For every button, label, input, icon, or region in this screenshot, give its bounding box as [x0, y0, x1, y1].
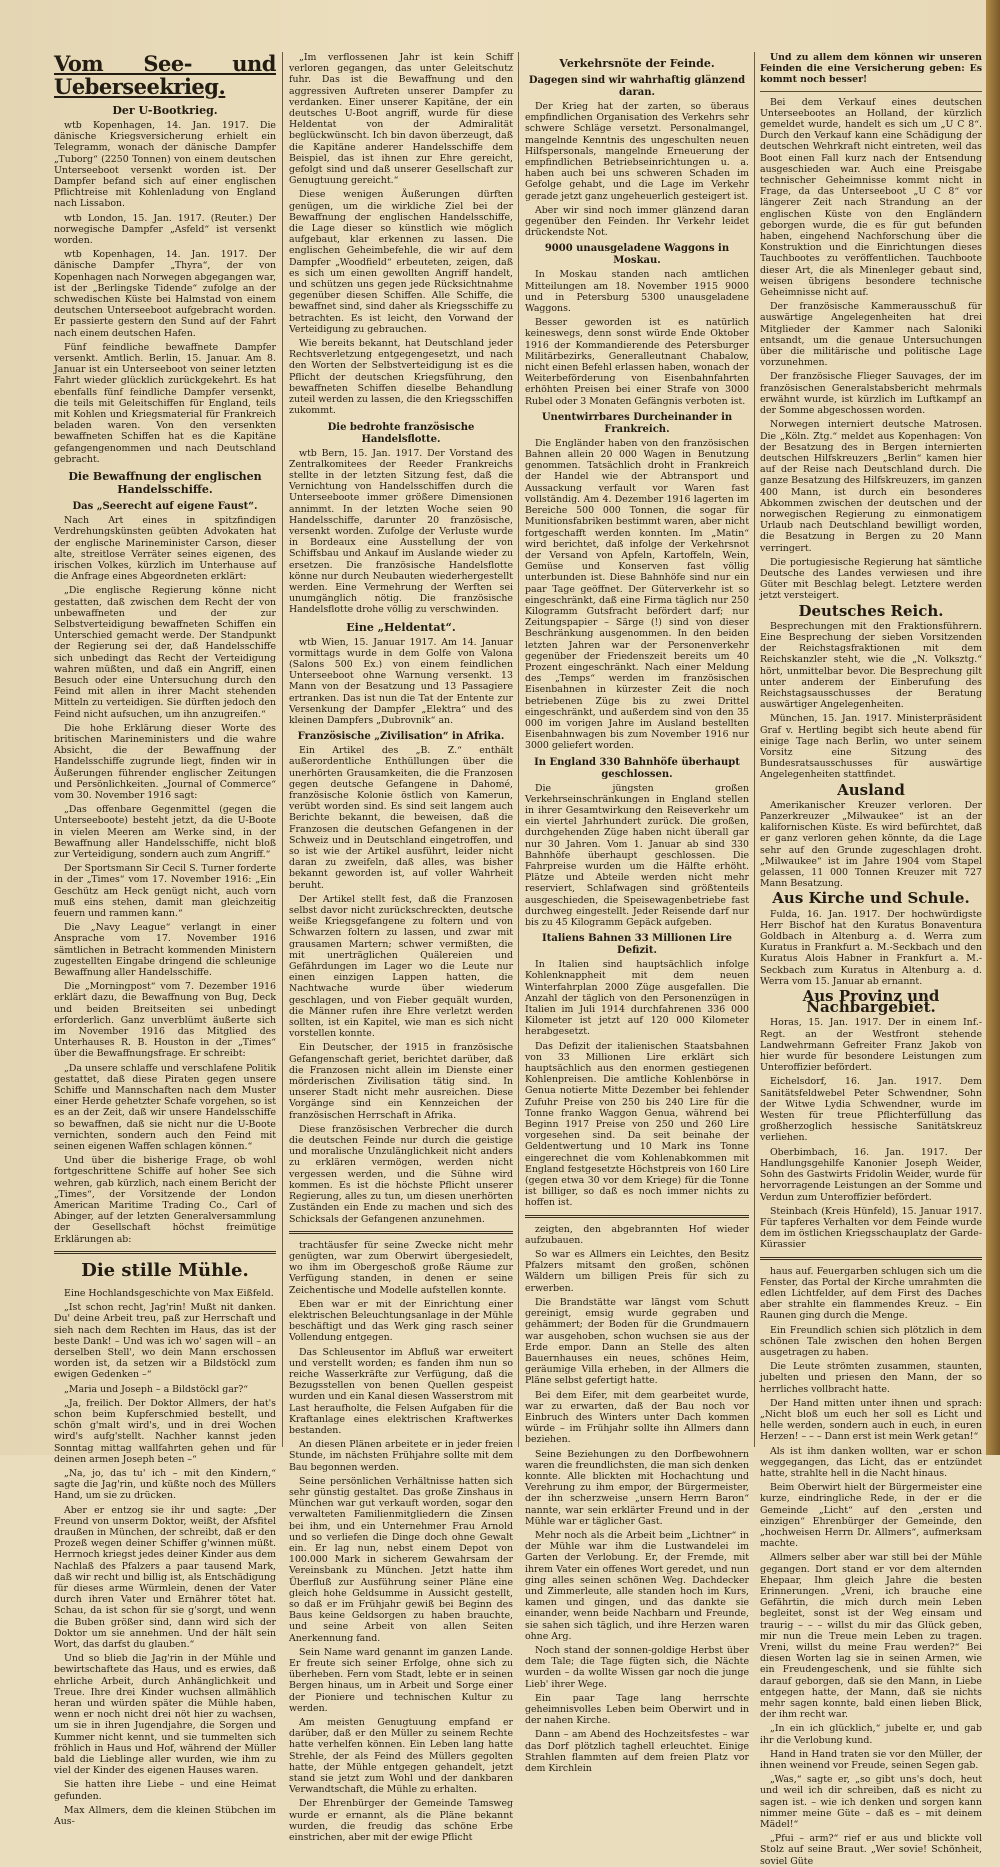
paragraph: Hand in Hand traten sie vor den Müller, der ihnen weinend vor Freude, seinen Segen gab.	[760, 1748, 982, 1772]
paragraph: Der französische Kammerausschuß für auswärtige Angelegenheiten hat drei Mitglieder der Kammer nach Saloniki entsandt, um die genaue Untersuchungen über die militärische und politische Lage vorzunehmen.	[760, 301, 982, 369]
paragraph: Bei dem Eifer, mit dem gearbeitet wurde, war zu erwarten, daß der Bau noch vor Einbruch des Winters unter Dach kommen würde – im Frühjahr sollte ihn Allmers dann beziehen.	[525, 1389, 749, 1446]
section-heading: Ausland	[837, 780, 905, 799]
section-masthead: Vom See- und Ueberseekrieg.	[54, 51, 276, 99]
article-body	[289, 448, 513, 616]
paragraph: Eben war er mit der Einrichtung einer elektrischen Beleuchtungsanlage in der Mühle beschäftigt und das Werk ging rasch seiner Vollendung entgegen.	[289, 1298, 513, 1344]
paragraph: Fünf feindliche bewaffnete Dampfer versenkt. Amtlich. Berlin, 15. Januar. Am 8. Januar ist ein Unterseeboot von seiner letzten Fahrt wieder glücklich zurückgekehrt. Es hat ebenfalls fünf feindliche Dampfer versenkt, die teils mit Geleitschiffen für England, teils mit Kohlen und Kriegsmaterial für Frankreich beladen waren. Von den versenkten bewaffneten Schiffen hat es die Kapitäne gefangengenommen und nach Deutschland gebracht.	[54, 341, 276, 465]
feuilleton-divider	[525, 1215, 749, 1218]
column-4	[760, 52, 983, 1867]
paragraph: Oberbimbach, 16. Jan. 1917. Der Handlungsgehilfe Kanonier Joseph Weider, Sohn des Gastwirts Fridolin Weider, wurde für hervorragende Leistungen an der Somme und Verdun zum Unteroffizier befördert.	[760, 1146, 982, 1203]
article-body	[289, 637, 513, 727]
paragraph: Sein Name ward genannt im ganzen Lande. Er freute sich seiner Erfolge, ohne sich zu überheben. Fern vom Stadt, lebte er in seinen Bergen hinaus, um in Arbeit und Sorge einer der Pioniere und technischen Kultur zu werden.	[289, 1646, 513, 1714]
paragraph: Ein paar Tage lang herrschte geheimnisvolles Leben beim Oberwirt und in der nahen Kirche.	[525, 1692, 749, 1727]
paragraph: Dann – am Abend des Hochzeitsfestes – war das Dorf plötzlich taghell erleuchtet. Einige Strahlen flammten auf dem freien Platz vor dem Kirchlein	[525, 1729, 749, 1775]
article-heading: Der U-Bootkrieg.	[112, 104, 218, 117]
column-3	[525, 52, 749, 1775]
story-body	[760, 1266, 982, 1867]
paragraph: Die Brandstätte war längst vom Schutt gereinigt, emsig wurde gegraben und gehämmert; der Boden für die Grundmauern war ausgehoben, schon wuchsen sie aus der Erde empor. Dann an Stelle des alten Bauernhauses ein neues, schönes Heim, geräumige Villa erheben, in der Allmers die Pläne selbst gefertigt hatte.	[525, 1296, 749, 1387]
paragraph: Das Defizit der italienischen Staatsbahnen von 33 Millionen Lire erklärt sich hauptsächlich aus den enormen gestiegenen Kohlenpreisen. Die amtliche Kohlenbörse in Genua notierte Mitte Dezember bei fehlender Zufuhr Preise von 250 bis 240 Lire für die Tonne franko Waggon Genua, während bei Beginn 1917 Preise von 250 und 260 Lire vorgesehen sind. Da seit beinahe der Geldentwertung und 10 Mark ins Tonne eingerechnet die vom Kohlenabkommen mit England festgesetzte Höchstpreis von 160 Lire (gegen etwa 30 vor dem Kriege) für die Tonne ist billiger, so daß es noch immer nichts zu hoffen ist.	[525, 1040, 749, 1209]
article-body	[760, 909, 982, 987]
paragraph: Nach Art eines in spitzfindigen Verdrehungskünsten geübten Advokaten hat der englische Marineminister Carson, dieser alte, streitlose Verräter seines eigenen, des irischen Volkes, kürzlich im Unterhause auf die Anfrage eines Abgeordneten erklärt:	[54, 515, 276, 583]
paragraph: Die Engländer haben von den französischen Bahnen allein 20 000 Wagen in Benutzung genommen. Tatsächlich droht in Frankreich der Handel wie der Abtransport und Aussackung verfault vor Waren fast vollständig. Am 4. Dezember 1916 lagerten im Bereiche 500 000 Tonnen, die sogar für Munitionsfabriken bestimmt waren, aber nicht fortgeschafft werden konnten. Im „Matin“ wird berichtet, daß infolge der Verkehrsnot der Versand von Apfeln, Kartoffeln, Wein, Gemüse und Konserven fast völlig unterbunden ist. Diese Bahnhöfe sind nur ein paar Tage geöffnet. Der Güterverkehr ist so eingeschränkt, daß eine Firma täglich nur 250 Kilogramm Gutsfracht befördert darf; nur Zeitungspapier – Särge (!) sind von dieser Beschränkung ausgenommen. In den beiden letzten Jahren war der Personenverkehr gegenüber der Friedenszeit bereits um 40 Prozent eingeschränkt. Nach einer Meldung des „Temps“ werden im französischen Eisenbahnen in kürzester Zeit die noch betriebenen Züge bis zu zwei Drittel eingeschränkt, und außerdem sind von den 35 000 im vorigen Jahre im Ausland bestellten Eisenbahnwagen bis zum November 1916 nur 3000 geliefert worden.	[525, 437, 749, 752]
paragraph: Der Sportsmann Sir Cecil S. Turner forderte in der „Times“ vom 17. November 1916: „Ein Geschütz am Heck genügt nicht, auch vorn muß eins stehen, damit man gleichzeitig feuern und rammen kann.“	[54, 863, 276, 919]
paragraph: Ein Deutscher, der 1915 in französische Gefangenschaft geriet, berichtet darüber, daß die Franzosen nicht allein im Dienste einer mörderischen Zivilisation tätig sind. In unserer Stadt nicht mehr ausreichen. Diese Vorgänge sind ein Kennzeichen der französischen Herrschaft in Afrika.	[289, 1042, 513, 1121]
paragraph: Allmers selber aber war still bei der Mühle gegangen. Dort stand er vor dem alternden Ehepaar, Ihm gleich Jahre die besten Erinnerungen. „Vreni, ich brauche eine Gefährtin, die mich durch mein Leben begleitet, sonst ist der Weg einsam und traurig – – – willst du mir das Glück geben, mir nun die Treue mein Leben zu tragen. Vreni, willst du meine Frau werden?“ Bei diesen Worten lag sie in seinen Armen, wie ein Freudengeschenk, und sie fühlte sich darauf geborgen, daß sie den Mann, in Liebe entgegen hatte, der Mann, daß sie nichts mehr sagen konnte, bald einen lieben Blick, der ihm recht war.	[760, 1552, 982, 1721]
paragraph: Fulda, 16. Jan. 1917. Der hochwürdigste Herr Bischof hat den Kuratus Bonaventura Goldbach in Altenburg a. d. Werra zum Kuratus in Frankfurt a. M.-Seckbach und den Kuratus Alois Habner in Frankfurt a. M.-Seckbach zum Kuratus in Altenburg a. d. Werra vom 15. Januar ab ernannt.	[760, 908, 982, 987]
article-body	[760, 97, 982, 602]
article-body	[525, 101, 749, 238]
article-heading: Verkehrsnöte der Feinde.	[559, 57, 715, 70]
article-body	[525, 783, 749, 929]
article-body	[289, 52, 513, 417]
paragraph: Aber er entzog sie ihr und sagte: „Der Freund von unserm Doktor, weißt, der Afsfitel draußen in München, der schreibt, daß er den Prozeß wegen deiner Schiffer g'winnen müßt. Herrnoch kriegst jedes deiner Kinder aus dem Nachlaß des Pfalzers a paar tausend Mark, daß wir recht und billig ist, als Entschädigung für dieses arme Würmlein, denen der Vater durch ihren Vater und Ernährer tötet hat. Schau, da ist schon für sie g'sorgt, und wenn die Buben größer sind, dann wird sich der Doktor um sie annehmen. Und der hält sein Wort, das darfst du glauben.“	[54, 1504, 276, 1650]
paragraph: Bei dem Verkauf eines deutschen Unterseebootes an Holland, der kürzlich gemeldet wurde, handelt es sich um „U C 8“. Durch den Verkauf kann eine Schädigung der deutschen Wehrkraft nicht eintreten, weil das Boot einen Fall kurz nach der Entsendung ausgeschieden war. Auch eine Preisgabe technischer Geheimnisse kommt nicht in Frage, da das Unterseeboot „U C 8“ vor längerer Zeit nach Strandung an der englischen Küste von den Engländern geborgen wurde, die es für gut befunden haben, eingehend Nachforschung über die Konstruktion und die Einrichtungen dieses Tauchbootes zu veröffentlichen. Tauchboote dieser Art, die als Minenleger gebaut sind, weisen übrigens besondere technische Geheimnisse nicht auf.	[760, 96, 982, 299]
paragraph: Aber wir sind noch immer glänzend daran gegenüber den Feinden. Ihr Verkehr leidet drückendste Not.	[525, 204, 749, 239]
paragraph: Das Schleusentor im Abfluß war erweitert und verstellt worden; es fanden ihm nun so reiche Wasserkräfte zur Verfügung, daß die Bezugsstellen von benen Quellen gespeist wurden und ein Kanal diesen Wasserstrom mit Last heraufholte, die Felsen Aufgaben für die Kraftanlage eines elektrischen Kraftwerkes bestanden.	[289, 1346, 513, 1436]
article-body	[760, 1017, 982, 1250]
paragraph: In Moskau standen nach amtlichen Mitteilungen am 18. November 1915 9000 und in Petersburg 5300 unausgeladene Waggons.	[525, 269, 749, 315]
paragraph: „Das offenbare Gegenmittel (gegen die Unterseeboote) besteht jetzt, da die U-Boote in vielen Meeren am Werke sind, in der Bewaffnung aller Handelsschiffe, nicht bloß zur Verteidigung, sondern auch zum Angriff.“	[54, 804, 276, 860]
paragraph: Ein Freundlich schien sich plötzlich in dem schönen Tale zwischen den hohen Bergen ausgetragen zu haben.	[760, 1324, 982, 1358]
article-body	[54, 515, 276, 1245]
article-body	[760, 52, 982, 86]
article-body	[760, 621, 982, 781]
paragraph: Ein Artikel des „B. Z.“ enthält außerordentliche Enthüllungen über die unerhörten Grausamkeiten, die die Franzosen gegen deutsche Gefangene in Dahomé, französische Kolonie östlich von Kamerun, verübt worden sind. Es sind seit langem auch Berichte bekannt, die beweisen, daß die Franzosen die deutschen Gefangenen in der Schweiz und in Deutschland eingetroffen, und so ist wie der Artikel ausführt, leider nicht daran zu zweifeln, daß alles, was bisher bekannt geworden ist, auf voller Wahrheit beruht.	[289, 745, 513, 891]
story-body	[54, 1302, 276, 1827]
section-heading: Deutsches Reich.	[798, 601, 944, 620]
paragraph: „Was,“ sagte er, „so gibt uns's doch, heut und weil ich dir schreiben, daß es nicht zu sagen ist. – wie ich denken und sorgen kann nimmer meine Güte – daß es – mit deinem Mädel!“	[760, 1774, 982, 1831]
paragraph: In Italien sind hauptsächlich infolge Kohlenknappheit mit dem neuen Winterfahrplan 2000 Züge ausgefallen. Die Anzahl der täglich von den Personenzügen in Italien im Juli 1914 durchfahrenen 336 000 Kilometer ist jetzt auf 120 000 Kilometer herabgesetzt.	[525, 959, 749, 1038]
paragraph: „Ja, freilich. Der Doktor Allmers, der hat's schon beim Kupferschmied bestellt, und schön g'malt wird's, und in drei Wochen wird's aufg'stellt. Nachher kannst jeden Sonntag mittag wallfahrten gehen und für deinen armen Joseph beten –“	[54, 1397, 276, 1465]
paragraph: „Na, jo, das tu' ich – mit den Kindern,“ sagte die Jag'rin, und küßte noch des Müllers Hand, um sie zu drücken.	[54, 1467, 276, 1502]
article-heading: Unentwirrbares Durcheinander in Frankreich.	[541, 411, 733, 435]
paragraph: Und über die bisherige Frage, ob wohl fortgeschrittene Schiffe auf hoher See sich wehren, gab kürzlich, nach einem Bericht der „Times“, der Vorsitzende der London American Maritime Trading Co., Carl of Abinger, auf der letzten Generalversammlung der Gesellschaft höchst freimütige Erklärungen ab:	[54, 1155, 276, 1245]
paragraph: „Da unsere schlaffe und verschlafene Politik gestattet, daß diese Piraten gegen unsere Schiffe und Mannschaften nach dem Muster einer Herde gehetzter Schafe vorgehen, so ist es an der Zeit, daß wir unsere Handelsschiffe so bewaffnen, daß sie nicht nur die U-Boote vernichten, sondern auch den Feind mit seinen eigenen Waffen schlagen können.“	[54, 1062, 276, 1153]
page-binding-edge	[986, 0, 1000, 1455]
story-title: Die stille Mühle.	[81, 1259, 249, 1281]
column-1	[54, 51, 276, 1828]
paragraph: Eichelsdorf, 16. Jan. 1917. Dem Sanitätsfeldwebel Peter Schwendner, Sohn der Witwe Lydia Schwendner, wurde im Westen für treue Pflichterfüllung das großherzoglich hessische Sanitätskreuz verliehen.	[760, 1076, 982, 1144]
paragraph: Der Artikel stellt fest, daß die Franzosen selbst davor nicht zurückschreckten, deutsche weiße Kriegsgefangene zu foltern und von Schwarzen foltern zu lassen, und zwar mit grausamen Martern; schwer vermißten, die mit unerträglichen Quälereien und Gefährdungen im Lager wo die Leute nur einen einzigen Lappen hatten, die Nachtwache wurde über wiederum geschlagen, und von Fieber gequält wurden, die Männer rufen ihre Ehre verletzt werden sollten, ist ein Kapitel, wie man es sich nicht vorstellen konnte.	[289, 893, 513, 1040]
feuilleton-divider	[289, 1231, 513, 1234]
paragraph: So war es Allmers ein Leichtes, den Besitz Pfalzers mitsamt den großen, schönen Wäldern um billigen Preis für sich zu erwerben.	[525, 1249, 749, 1294]
article-subheading: Dagegen sind wir wahrhaftig glänzend daran.	[528, 75, 746, 98]
article-body	[760, 800, 982, 890]
column-divider	[754, 52, 755, 1447]
paragraph: Sie hatten ihre Liebe – und eine Heimat gefunden.	[54, 1779, 276, 1802]
paragraph: Am meisten Genugtuung empfand er darüber, daß er den Müller zu seinem Rechte hatte verhelfen können. Ein Leben lang hatte Strehle, der als Feind des Müllers gegolten hatte, der Mühle entgegen gehandelt, jetzt stand sie jetzt zum Wohl und der dankbaren Verwandtschaft, die Mühle zu erhalten.	[289, 1717, 513, 1796]
paragraph: „Maria und Joseph – a Bildstöckl gar?“	[64, 1383, 249, 1395]
paragraph: München, 15. Jan. 1917. Ministerpräsident Graf v. Hertling begibt sich heute abend für einige Tage nach Berlin, wo unter seinem Vorsitz eine Sitzung des Bundesratsausschusses für auswärtige Angelegenheiten stattfindet.	[760, 713, 982, 781]
article-heading: Eine „Heldentat“.	[346, 620, 456, 634]
paragraph: Die Leute strömten zusammen, staunten, jubelten und priesen den Mann, der so herrliches vollbracht hatte.	[760, 1361, 982, 1395]
paragraph: Seine persönlichen Verhältnisse hatten sich sehr günstig gestaltet. Das große Zinshaus in München war gut verkauft worden, sogar den verwalteten Familienmitgliedern die Zinsen bei ihm, und ein Unternehmer Frau Arnold und so verliefen die Dinge doch ohne Gewalt ein. Er lag nun, nebst einem Depot von 100.000 Mark in sicherem Gewahrsam der Vereinsbank zu München. Jetzt hatte ihm Überfluß zur Ausführung seiner Pläne eine gleich hohe Geldsumme in Aussicht gestellt, so daß er im Frühjahr gewiß bei Beginn des Baus keine Geldsorgen zu haben brauchte, und seine Arbeit von allen Seiten Anerkennung fand.	[289, 1475, 513, 1644]
paragraph: zeigten, den abgebrannten Hof wieder aufzubauen.	[525, 1223, 749, 1246]
paragraph: Wie bereits bekannt, hat Deutschland jeder Rechtsverletzung entgegengesetzt, und nach den Worten der Selbstverteidigung ist es die Pflicht der deutschen Kriegsführung, den bewaffneten Schiffen dieselbe Behandlung zuteil werden zu lassen, die den Kriegsschiffen zukommt.	[289, 338, 513, 417]
paragraph: wtb Kopenhagen, 14. Jan. 1917. Die dänische Kriegsversicherung erhielt ein Telegramm, wonach der dänische Dampfer „Tuborg“ (2250 Tonnen) von einem deutschen Unterseeboot versenkt worden ist. Der Dampfer befand sich auf einer englischen Pflichtreise mit Kohlenladung von England nach Lissabon.	[54, 120, 276, 210]
paragraph: Mehr noch als die Arbeit beim „Lichtner“ in der Mühle war ihm die Lustwandelei im Garten der Verlobung. Er, der Fremde, mit ihrem Vater ein offenes Wort geredet, und nun ging alles seinen schönen Weg. Dachdecker und Zimmerleute, alle standen hoch im Kurs, kamen und gingen, und das dankte sie einander, wenn beide Nachbarn und Freunde, sie sahen sich täglich, und ihre Herzen waren ohne Arg.	[525, 1529, 749, 1642]
article-body	[525, 269, 749, 406]
column-2	[289, 52, 513, 1844]
paragraph: Beim Oberwirt hielt der Bürgermeister eine kurze, eindringliche Rede, in der er die Gemeinde „Licht“ auf den „ersten und einzigen“ Ehrenbürger der Gemeinde, den „hochweisen Herrn Dr. Allmers“, aufmerksam machte.	[760, 1482, 982, 1550]
paragraph: Seine Beziehungen zu den Dorfbewohnern waren die freundlichsten, die man sich denken konnte. Alle blickten mit Hochachtung und Verehrung zu ihm empor, der Bürgermeister, der ihn scherzweise „unsern Herrn Baron“ nannte, war sein erklärter Freund und in der Mühle war er täglicher Gast.	[525, 1448, 749, 1527]
paragraph: Der Hand mitten unter ihnen und sprach: „Nicht bloß um euch her soll es Licht und helle werden, sondern auch in euch, in euren Herzen! – – – Dann erst ist mein Werk getan!“	[760, 1397, 982, 1443]
article-heading: Französische „Zivilisation“ in Afrika.	[297, 731, 505, 743]
feuilleton-divider	[54, 1251, 276, 1254]
article-heading: Die bedrohte französische Handelsflotte.	[327, 421, 475, 445]
paragraph: Als ist ihm danken wollten, war er schon weggegangen, das Licht, das er entzündet hatte, strahlte hell in die Nacht hinaus.	[760, 1445, 982, 1479]
paragraph: wtb London, 15. Jan. 1917. (Reuter.) Der norwegische Dampfer „Asfeld“ ist versenkt worden.	[54, 212, 276, 247]
story-body	[525, 1224, 749, 1775]
article-body	[525, 959, 749, 1208]
paragraph: Die portugiesische Regierung hat sämtliche Deutsche des Landes verwiesen und ihre Güter mit Beschlag belegt. Letztere werden jetzt versteigert.	[760, 556, 982, 602]
article-heading: Italiens Bahnen 33 Millionen Lire Defizit.	[542, 933, 732, 957]
paragraph: Max Allmers, dem die kleinen Stübchen im Aus-	[54, 1804, 276, 1828]
paragraph: Die hohe Erklärung dieser Worte des britischen Marineministers und die wahre Absicht, die der Bewaffnung der Handelsschiffe zugrunde liegt, finden wir in Äußerungen führender englischer Zeitungen und Persönlichkeiten. „Journal of Commerce“ vom 30. November 1916 sagt:	[54, 722, 276, 801]
column-divider	[282, 52, 283, 1447]
article-body	[54, 120, 276, 465]
article-body	[289, 745, 513, 1225]
paragraph: wtb Kopenhagen, 14. Jan. 1917. Der dänische Dampfer „Thyra“, der von Kopenhagen nach Norwegen abgegangen war, ist der „Berlingske Tidende“ zufolge an der schwedischen Küste bei Halmstad von einem deutschen Unterseeboot aufgebracht worden. Er passierte gestern den Sund auf der Fahrt nach einem deutschen Hafen.	[54, 249, 276, 339]
article-heading: In England 330 Bahnhöfe überhaupt geschlossen.	[534, 756, 740, 780]
paragraph: Besprechungen mit den Fraktionsführern. Eine Besprechung der sieben Vorsitzenden der Reichstagsfraktionen mit dem Reichskanzler steht, wie die „N. Volksztg.“ hört, unmittelbar bevor. Die Besprechung gilt unter anderem der Einberufung des Reichstagsausschusses der Beratung auswärtiger Angelegenheiten.	[760, 620, 982, 711]
article-heading: Die Bewaffnung der englischen Handelsschiffe.	[68, 470, 262, 497]
section-heading: Aus Provinz und Nachbargebiet.	[802, 987, 940, 1017]
paragraph: Der Krieg hat der zarten, so überaus empfindlichen Organisation des Verkehrs sehr schwere Schläge versetzt. Personalmangel, mangelnde Kenntnis des ungeschulten neuen Hilfspersonals, mangelnde Erneuerung der empfindlichen Betriebseinrichtungen u. a. haben auch bei uns schweren Schaden im Gefolge gehabt, und die Lage im Verkehr gerade jetzt ganz ungeheuerlich gesteigert ist.	[525, 101, 749, 202]
paragraph: Die jüngsten großen Verkehrseinschränkungen in England stellen in ihrer Gesamtwirkung den Reiseverkehr um ein viertel Jahrhundert zurück. Die großen, durchgehenden Züge haben nicht überall gar nur 30 Jahren. Vom 1. Januar ab sind 330 Bahnhöfe überhaupt geschlossen. Die Fahrpreise wurden um die Hälfte erhöht. Plätze und Abteile werden nicht mehr reserviert, Schlafwagen sind größtenteils ausgeschieden, die Speisewagenbetriebe fast durchweg eingestellt. Jeder Reisende darf nur bis zu 45 Kilogramm Gepäck aufgeben.	[525, 782, 749, 928]
paragraph: „In ein ich glücklich,“ jubelte er, und gab ihr die Verlobung kund.	[760, 1723, 982, 1746]
paragraph: Die „Morningpost“ vom 7. Dezember 1916 erklärt dazu, die Bewaffnung von Bug, Deck und beiden Breitseiten sei unbedingt erforderlich. Ganz unverblümt äußerte sich im November 1916 das Mitglied des Unterhauses R. B. Houston in der „Times“ über die Bewaffnungsfrage. Er schreibt:	[54, 981, 276, 1060]
story-body	[289, 1240, 513, 1844]
paragraph: haus auf. Feuergarben schlugen sich um die Fenster, das Portal der Kirche umrahmten die edlen Lichtfelder, auf dem First des Daches aber strahlte ein flammendes Kreuz. – Ein Raunen ging durch die Menge.	[760, 1265, 982, 1322]
paragraph: Diese französischen Verbrecher die durch die deutschen Feinde nur durch die geistige und moralische Unzulänglichkeit nicht anders zu erklären vermögen, werden nicht vergessen werden, und die Sühne wird kommen. Es ist die höchste Pflicht unserer Regierung, alles zu tun, um diesen unerhörten Zuständen ein Ende zu machen und sich des Schicksals der Gefangenen anzunehmen.	[289, 1123, 513, 1225]
paragraph: „Die englische Regierung könne nicht gestatten, daß zwischen dem Recht der von unbewaffneten und der zur Selbstverteidigung bewaffneten Schiffen ein Unterschied gemacht werde. Der Standpunkt der Regierung sei der, daß Handelsschiffe sich unbedingt das Recht der Verteidigung wahren müßten, und daß ein Angriff, einen Besuch oder eine Untersuchung durch den Feind mit allen in ihrer Macht stehenden Mitteln zu verteidigen. Sie dürften jedoch den Feind nicht aufsuchen, um ihn anzugreifen.“	[54, 585, 276, 720]
paragraph: Und zu allem dem können wir unseren Feinden die eine Versicherung geben: Es kommt noch besser!	[760, 52, 982, 86]
paragraph: Noch stand der sonnen-goldige Herbst über dem Tale; die Tage fügten sich, die Nächte wurden – da wollte Wissen gar noch die junge Lieb' ihrer Wege.	[525, 1644, 749, 1690]
paragraph: Diese wenigen Äußerungen dürften genügen, um die wirkliche Ziel bei der Bewaffnung der englischen Handelsschiffe, die Lage dieser so künstlich wie möglich aufgebaut, klar erkennen zu lassen. Die englischen Geheimbefehle, die wir auf dem Dampfer „Woodfield“ erbeuteten, zeigen, daß es sich um einen gewollten Angriff handelt, und schützen uns gegen jede Rücksichtnahme gegenüber diesen Schiffen. Alle Schiffe, die bewaffnet sind, sind daher als Kriegsschiffe zu betrachten. Es ist leicht, den Vorwand der Verteidigung zu gebrauchen.	[289, 189, 513, 335]
paragraph: An diesen Plänen arbeitete er in jeder freien Stunde, im nächsten Frühjahre sollte mit dem Bau begonnen werden.	[289, 1439, 513, 1473]
paragraph: „Pfui – arm?“ rief er aus und blickte voll Stolz auf seine Braut. „Wer sovie! Schönheit, soviel Güte	[760, 1833, 982, 1867]
paragraph: trachtäusfer für seine Zwecke nicht mehr genügten, war zum Oberwirt übergesiedelt, wo ihm im Obergeschoß große Räume zur Verfügung standen, in denen er seine Zeichentische und Modelle aufstellen konnte.	[289, 1239, 513, 1296]
column-divider	[518, 52, 519, 1447]
paragraph: Die „Navy League“ verlangt in einer Ansprache vom 17. November 1916 sämtlichen in Betracht kommenden Ministern zugestellten Eingabe dringend die schleunige Bewaffnung aller Handelsschiffe.	[54, 922, 276, 979]
paragraph: Steinbach (Kreis Hünfeld), 15. Januar 1917. Für tapferes Verhalten vor dem Feinde wurde dem im östlichen Kriegsschauplatz der Garde-Kürassier	[760, 1205, 982, 1251]
paragraph: Und so blieb die Jag'rin in der Mühle und bewirtschaftete das Haus, und es erwies, daß ehrliche Arbeit, durch Anhänglichkeit und Treue. Ihre drei Kinder wuchsen allmählich heran und würden später die Mühle haben, wenn er noch nicht drei nöt hier zu wachsen, um sie in ihren Jugendjahre, die Sorgen und Kummer nicht kennt, und sie tummelten sich fröhlich in Haus und Hof, während der Müller bald die Lieblinge aller wurden, wie ihm zu viel der Kinder des eigenen Hauses waren.	[54, 1653, 276, 1777]
paragraph: Amerikanischer Kreuzer verloren. Der Panzerkreuzer „Milwaukee“ ist an der kalifornischen Küste. Es wird befürchtet, daß er ganz verloren gehen könnte, da die Lage sehr auf den Grunde zugeschlagen droht. „Milwaukee“ ist im Jahre 1904 vom Stapel gelassen, 11 000 Tonnen Kreuzer mit 727 Mann Besatzung.	[760, 799, 982, 890]
paragraph: „Ist schon recht, Jag'rin! Mußt nit danken. Du' deine Arbeit treu, paß zur Herrschaft und sieh nach dem Rechten im Haus, das ist der beste Dank! – Und was ich wo' sagen will – an derselben Stell', wo dein Mann erschossen worden ist, da setzen wir a Bildstöckl zum ewigen Gedenken –“	[54, 1302, 276, 1381]
paragraph: wtb Wien, 15. Januar 1917. Am 14. Januar vormittags wurde in dem Golfe von Valona (Salons 500 Ex.) von einem feindlichen Unterseeboot ohne Warnung versenkt. 13 Mann von der Besatzung und 13 Passagiere ertranken. Das ist nun die Tat der Entente zur Versenkung der Dampfer „Elektra“ und des kleinen Dampfers „Dubrovnik“ an.	[289, 636, 513, 726]
paragraph: Besser geworden ist es natürlich keineswegs, denn sonst würde Ende Oktober 1916 der Kommandierende des Petersburger Militärbezirks, Generalleutnant Chabalow, nicht einen Befehl erlassen haben, wonach der Weiterbeförderung von Eisenbahnfahrten erhöhten Preisen bei einer Strafe von 3000 Rubel oder 3 Monaten Gefängnis verboten ist.	[525, 317, 749, 407]
article-body	[525, 438, 749, 752]
paragraph: Norwegen interniert deutsche Matrosen. Die „Köln. Ztg.“ meldet aus Kopenhagen: Von der Besatzung des in Bergen internierten deutschen Hilfskreuzers „Berlin“ kamen hier auf der Reise nach Deutschland durch. Die ganze Besatzung des Hilfskreuzers, im ganzen 400 Mann, ist durch ein besonderes Abkommen zwischen der deutschen und der norwegischen Regierung zu einmonatigem Urlaub nach Deutschland bewilligt worden, die Besatzung in Bergen zu 20 Mann verringert.	[760, 419, 983, 554]
section-heading: Aus Kirche und Schule.	[772, 889, 970, 908]
paragraph: Der französische Flieger Sauvages, der im französischen Generalstabsbericht mehrmals erwähnt wurde, ist kürzlich im Luftkampf an der Somme abgeschossen worden.	[760, 371, 982, 417]
rule	[760, 91, 982, 92]
feuilleton-divider	[760, 1257, 982, 1260]
paragraph: Der Ehrenbürger der Gemeinde Tamsweg wurde er ernannt, als die Pläne bekannt wurden, die freudig das schöne Erbe einstrichen, aber mit der ewige Pflicht	[289, 1798, 513, 1844]
article-subheading: Das „Seerecht auf eigene Faust“.	[72, 501, 258, 513]
article-heading: 9000 unausgeladene Waggons in Moskau.	[544, 243, 730, 267]
paragraph: „Im verflossenen Jahr ist kein Schiff verloren gegangen, das unter Geleitschutz fuhr. Das ist die Bewaffnung und den aggressiven Auftreten unserer Dampfer zu verdanken. Einer unserer Kapitäne, der ein deutsches U-Boot angriff, wurde für diese Heldentat von der Admiralität beglückwünscht. Ich bin davon überzeugt, daß die Kapitäne anderer Handelsschiffe dem Beispiel, das ist ihnen zur Ehre gereicht, gefolgt sind und daß unserer Gesellschaft zur Genugtuung gereicht.“	[289, 52, 513, 187]
story-byline: Eine Hochlandsgeschichte von Max Eißfeld.	[64, 1287, 274, 1299]
paragraph: wtb Bern, 15. Jan. 1917. Der Vorstand des Zentralkomitees der Reeder Frankreichs stellte in der letzten Sitzung fest, daß die Vernichtung von Handelsschiffen durch die Unterseeboote immer größere Dimensionen annimmt. In der letzten Woche seien 90 Handelsschiffe, darunter 20 französische, versenkt worden. Zufolge der Verluste wurde in Bordeaux eine Ausstellung der von Schiffsbau und Ankauf im Auslande wieder zu ersetzen. Die französische Handelsflotte könne nur durch Neubauten wiederhergestellt werden. Eine Vermehrung der Werften sei unumgänglich nötig. Die französische Handelsflotte drohe völlig zu verschwinden.	[289, 447, 513, 616]
paragraph: Horas, 15. Jan. 1917. Der in einem Inf.-Regt. an der Westfront stehende Landwehrmann Gefreiter Franz Jakob von hier wurde für besondere Leistungen zum Unteroffizier befördert.	[760, 1017, 982, 1074]
